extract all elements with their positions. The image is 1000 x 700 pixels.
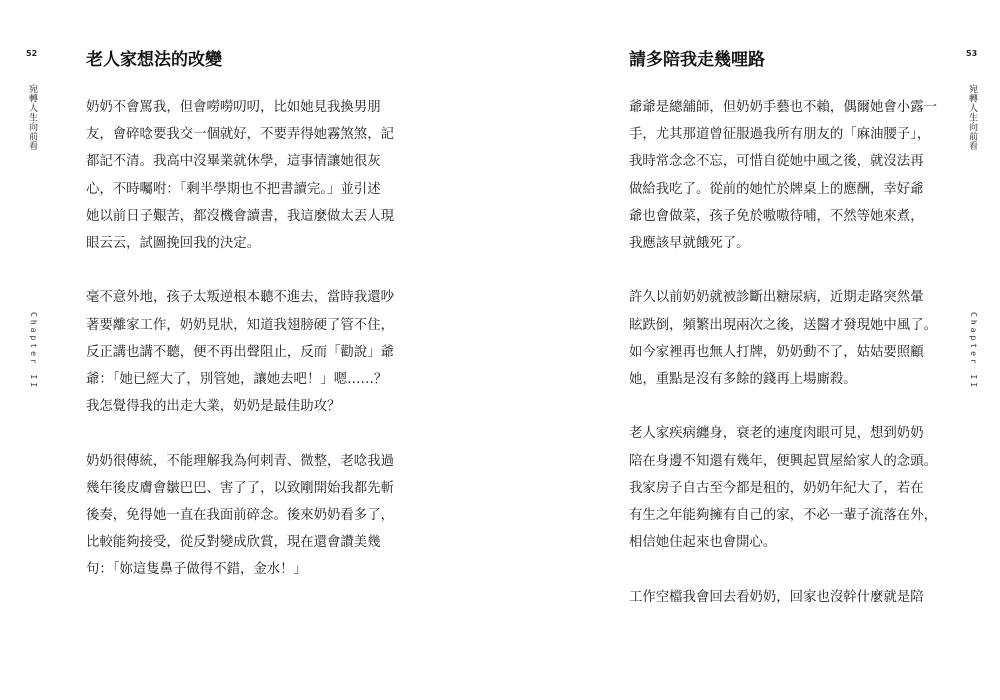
text-line: 幾年後皮膚會皺巴巴、害了了，以致剛開始我都先斬 [86,480,394,496]
section-heading: 老人家想法的改變 [86,50,222,70]
text-line: 手，尤其那道曾征服過我所有朋友的「麻油腰子」， [629,127,931,143]
text-line: 奶奶不會罵我，但會嘮嘮叨叨，比如她見我換男朋 [86,100,381,115]
text-line: 爺：「她已經大了，別管她，讓她去吧！」嗯……？ [86,372,388,388]
text-line: 老人家疾病纏身，衰老的速度肉眼可見，想到奶奶 [629,426,924,442]
text-line: 她，重點是沒有多餘的錢再上場廝殺。 [629,372,857,388]
text-line: 許久以前奶奶就被診斷出糖尿病，近期走路突然暈 [629,290,924,306]
page-number: 52 [26,49,38,58]
text-line: 心，不時囑咐：「剩半學期也不把書讀完。」並引述 [86,181,381,197]
paragraph [629,420,937,556]
text-line: 陪在身邊不知還有幾年，便興起買屋給家人的念頭。 [629,453,937,469]
text-line: 都記不清。我高中沒畢業就休學，這事情讓她很灰 [86,154,381,170]
section-heading: 請多陪我走幾哩路 [629,50,765,70]
text-line: 後奏，免得她一直在我面前碎念。後來奶奶看多了， [86,508,394,524]
page-number: 53 [966,49,978,58]
paragraph [629,94,937,257]
running-title: 宛轉人生向前看 [27,84,37,151]
text-line: 她以前日子艱苦，都沒機會讀書，我這麼做太丟人現 [86,208,394,224]
right-page [500,0,1000,700]
paragraph [86,284,394,420]
paragraph [629,584,924,611]
text-line: 做給我吃了。從前的她忙於牌桌上的應酬，幸好爺 [629,181,924,197]
text-line: 相信她住起來也會開心。 [629,535,777,551]
text-line: 爺也會做菜，孩子免於嗷嗷待哺，不然等她來煮， [629,208,924,224]
text-line: 反正講也講不聽，便不再出聲阻止，反而「勸說」爺 [86,344,394,360]
text-line: 爺爺是總舖師，但奶奶手藝也不賴，偶爾她會小露一 [629,100,937,115]
text-line: 我家房子自古至今都是租的，奶奶年紀大了，若在 [629,480,924,496]
chapter-label: Chapter II [29,312,38,391]
paragraph [629,284,937,393]
text-line: 毫不意外地，孩子太叛逆根本聽不進去，當時我還吵 [86,290,394,306]
running-title: 宛轉人生向前看 [967,84,977,151]
text-line: 我應該早就餓死了。 [629,236,750,252]
chapter-label: Chapter II [969,312,978,391]
text-line: 比較能夠接受，從反對變成欣賞，現在還會讚美幾 [86,535,381,551]
body-text [629,94,937,638]
paragraph [86,94,394,257]
text-line: 句：「妳這隻鼻子做得不錯，金水！」 [86,562,307,578]
text-line: 友，會碎唸要我交一個就好，不要弄得她霧煞煞，記 [86,127,394,143]
text-line: 我時常念念不忘，可惜自從她中風之後，就沒法再 [629,154,924,170]
text-line: 有生之年能夠擁有自己的家，不必一輩子流落在外， [629,508,937,524]
text-line: 奶奶很傳統，不能理解我為何刺青、微整，老唸我過 [86,453,394,469]
paragraph [86,448,394,584]
text-line: 我怎覺得我的出走大業，奶奶是最佳助攻？ [86,399,341,415]
body-text [86,94,394,611]
text-line: 眼云云，試圖挽回我的決定。 [86,236,261,252]
text-line: 著要離家工作，奶奶見狀，知道我翅膀硬了管不住， [86,317,394,333]
text-line: 眩跌倒，頻繁出現兩次之後，送醫才發現她中風了。 [629,317,937,333]
text-line: 如今家裡再也無人打牌，奶奶動不了，姑姑要照顧 [629,344,924,360]
text-line: 工作空檔我會回去看奶奶，回家也沒幹什麼就是陪 [629,589,924,605]
